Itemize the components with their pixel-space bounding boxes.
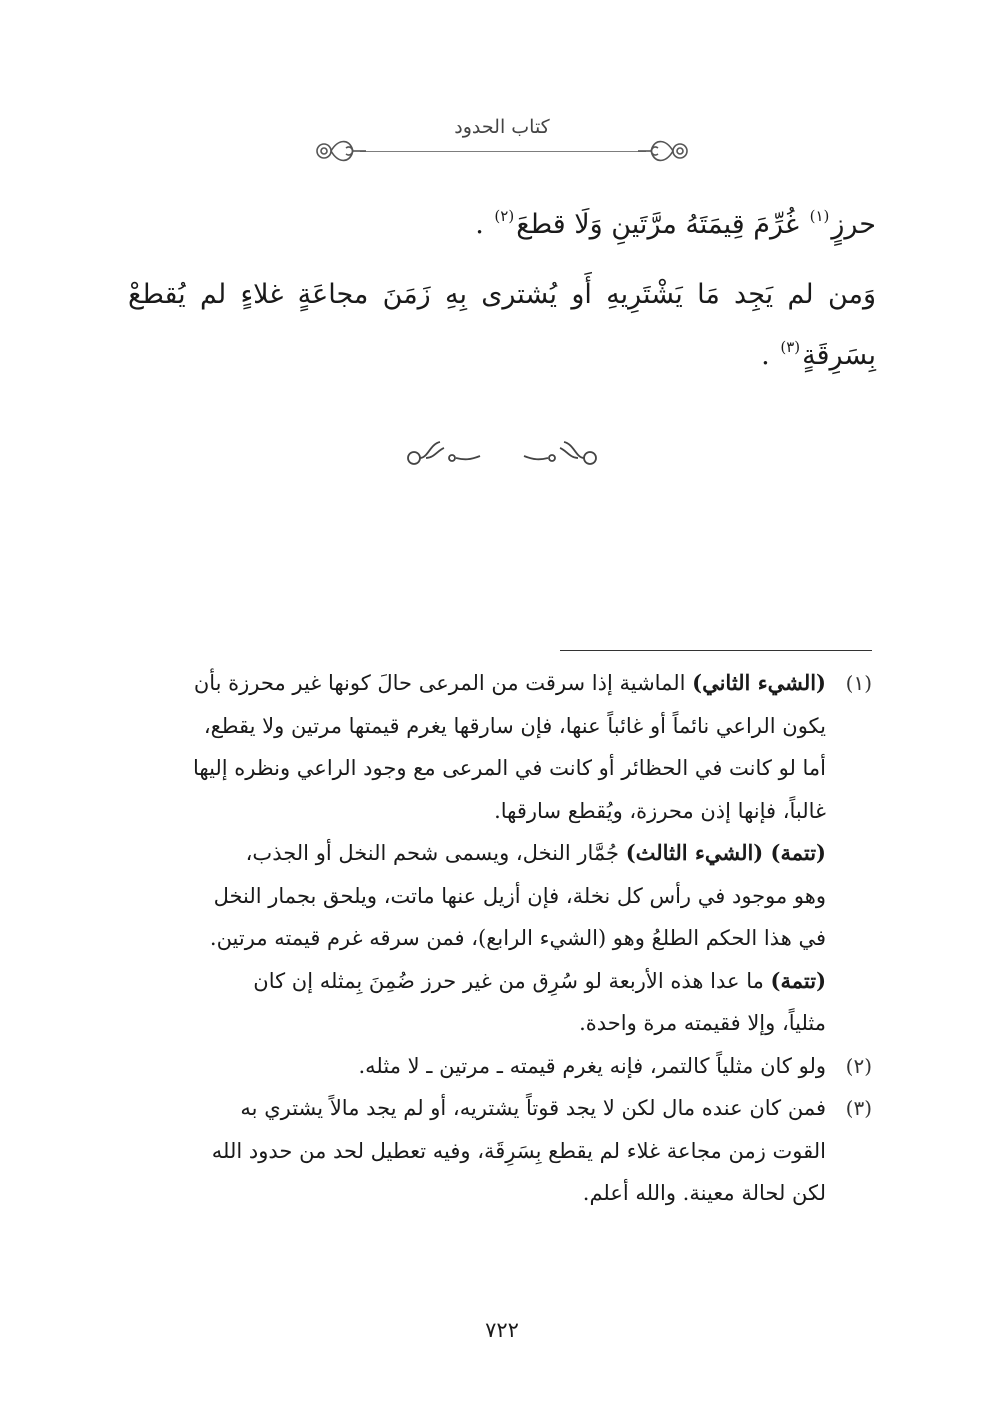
header-title: كتاب الحدود: [454, 116, 550, 138]
footnote-2: [132, 1045, 872, 1088]
footnote-line-text: غالباً، فإنها إذن محرزة، ويُقطع سارقها.: [494, 798, 826, 823]
footnote-ref-3[interactable]: (٣): [780, 338, 801, 356]
footnote-line: [132, 1045, 826, 1088]
footnote-line-text: الماشية إذا سرقت من المرعى حالَ كونها غير محرزة بأن: [193, 671, 693, 695]
main-text: [128, 190, 876, 400]
footnote-line: [132, 832, 826, 875]
footnote-line-text: في هذا الحكم الطلعُ وهو (الشيء الرابع)، فمن سرقه غرم قيمته مرتين.: [209, 926, 826, 950]
footnote-line: [132, 705, 826, 748]
footnote-line-text: لكن لحالة معينة. والله أعلم.: [582, 1181, 826, 1205]
paragraph-2-text-end: .: [761, 340, 779, 371]
header-ornament-left-icon: [312, 134, 366, 168]
footnote-line-text: وهو موجود في رأس كل نخلة، فإن أزيل عنها ماتت، ويلحق بجمار النخل: [213, 883, 826, 908]
footnote-line-text: ولو كان مثلياً كالتمر، فإنه يغرم قيمته ـ مرتين ـ لا مثله.: [358, 1053, 826, 1078]
paragraph-1: [128, 190, 876, 251]
footnote-line: [132, 1172, 826, 1215]
footnote-line-text: القوت زمن مجاعة غلاء لم يقطع بِسَرِقَة، وفيه تعطيل لحد من حدود الله: [211, 1138, 826, 1163]
footnote-line: [132, 960, 826, 1003]
footnote-line: [132, 1002, 826, 1045]
footnote-separator: [560, 650, 872, 651]
footnote-line: [132, 1087, 826, 1130]
footnote-number: (٣): [845, 1096, 872, 1120]
footnote-line-text: جُمَّار النخل، ويسمى شحم النخل أو الجذب،: [245, 841, 626, 865]
paragraph-1-text-a: حرزٍ: [831, 209, 876, 240]
footnote-line: [132, 747, 826, 790]
footnote-line: [132, 917, 826, 960]
footnote-ref-1[interactable]: (١): [809, 207, 830, 225]
footnote-line: [132, 1130, 826, 1173]
footnote-line-text: فمن كان عنده مال لكن لا يجد قوتاً يشتريه، أو لم يجد مالاً يشتري به: [240, 1096, 826, 1120]
divider-flourish-right-icon: [520, 436, 600, 476]
page-number: ٧٢٢: [485, 1318, 519, 1342]
footnote-line-text: ما عدا هذه الأربعة لو سُرِق من غير حرز ضُمِنَ بِمثله إن كان: [253, 968, 771, 993]
paragraph-2: [128, 269, 876, 382]
footnote-1: [132, 662, 872, 1045]
paragraph-1-text-c: .: [475, 209, 493, 240]
footnote-line: [132, 790, 826, 833]
footnotes: [132, 662, 872, 1215]
footnote-line-text: يكون الراعي نائماً أو غائباً عنها، فإن سارقها يغرم قيمتها مرتين ولا يقطع،: [203, 713, 826, 738]
footnote-number: (١): [845, 671, 872, 695]
paragraph-1-text-b: غُرِّمَ قِيمَتَهُ مرَّتَينِ وَلَا قطعَ: [516, 209, 808, 240]
footnote-bold-term: (تتمة): [770, 967, 826, 993]
footnote-3: [132, 1087, 872, 1215]
footnote-bold-term: (الشيء الثاني): [692, 670, 826, 695]
footnote-line-text: أما لو كانت في الحظائر أو كانت في المرعى مع وجود الراعي ونظره إليها: [192, 756, 826, 780]
footnote-line: [132, 662, 826, 705]
divider-flourish-left-icon: [404, 436, 484, 476]
header-rule: [360, 151, 646, 152]
footnote-ref-2[interactable]: (٢): [494, 207, 515, 225]
section-divider: [0, 436, 1004, 476]
footnote-number: (٢): [845, 1053, 872, 1078]
paragraph-2-text: وَمن لم يَجِد مَا يَشْتَرِيهِ أَو يُشترى بِهِ زَمَنَ مجاعَةٍ غلاءٍ لم يُقطعْ بِسَرِقَةٍ: [128, 279, 876, 371]
footnote-line-text: مثلياً، وإلا فقيمته مرة واحدة.: [579, 1011, 826, 1035]
header-ornament-right-icon: [638, 134, 692, 168]
footnote-line: [132, 875, 826, 918]
running-header: [0, 110, 1004, 180]
footnote-bold-term: (تتمة) (الشيء الثالث): [625, 840, 826, 865]
